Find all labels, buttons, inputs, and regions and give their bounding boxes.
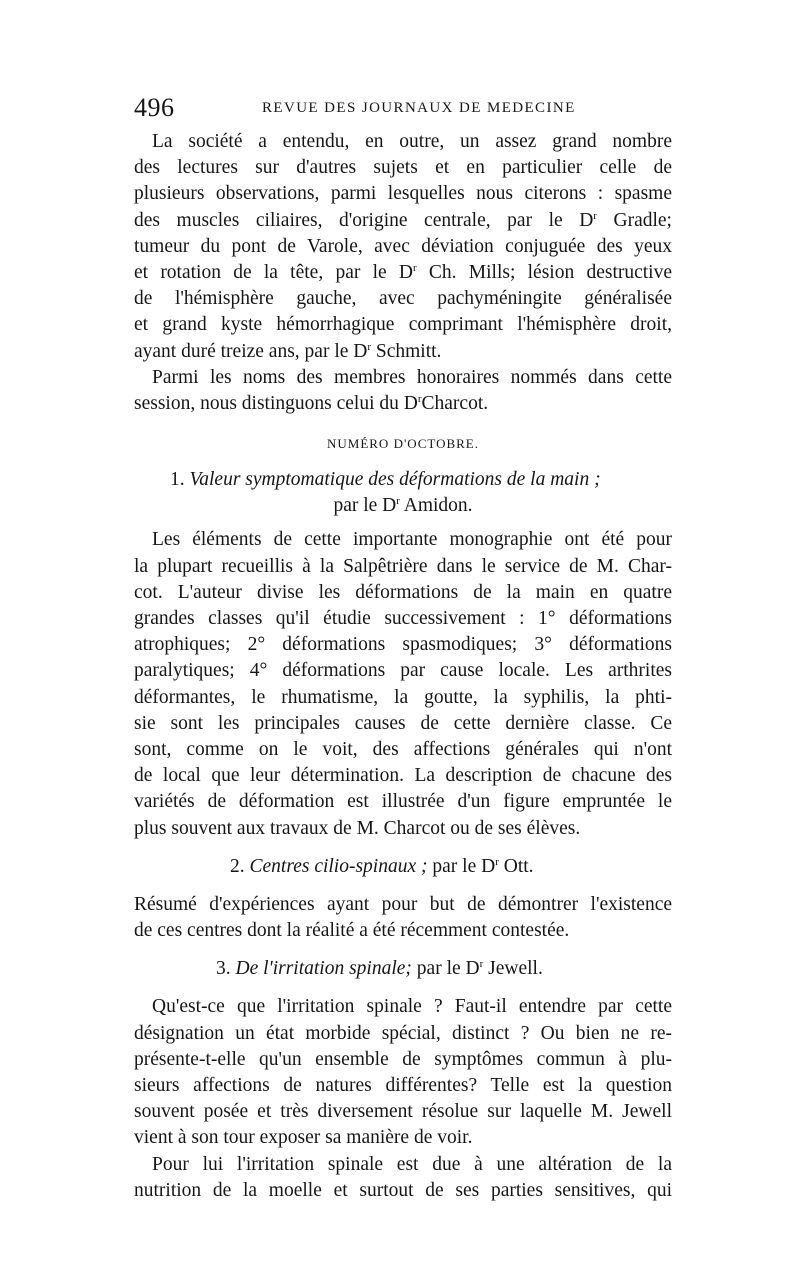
line-text: des muscles ciliaires, d'origine centrale, par le D: [134, 209, 594, 231]
article-number: 3.: [216, 958, 231, 980]
paragraph-line: Pour lui l'irritation spinale est due à une altération de la: [152, 1153, 672, 1175]
author-text: par le D: [333, 495, 397, 517]
article-heading: [134, 854, 672, 880]
article-heading: [134, 467, 672, 493]
paragraph-line: cot. L'auteur divise les déformations de la main en quatre: [134, 581, 672, 603]
superscript: r: [479, 958, 484, 971]
superscript: r: [367, 340, 372, 353]
superscript: r: [413, 261, 417, 274]
article-heading: [134, 956, 672, 982]
superscript: r: [396, 495, 400, 508]
superscript: r: [495, 855, 499, 868]
paragraph-line: grandes classes qu'il étudie successivement : 1° déformations: [134, 608, 672, 629]
paragraph-line: [134, 339, 672, 365]
paragraph-line: plus souvent aux travaux de M. Charcot ou de ses élèves.: [134, 817, 581, 839]
paragraph-line: atrophiques; 2° déformations spasmodiques; 3° déformations: [134, 634, 672, 656]
paragraph-line: sieurs affections de natures différentes? Telle est la question: [134, 1075, 672, 1096]
paragraph-line: Parmi les noms des membres honoraires nommés dans cette: [152, 366, 672, 388]
paragraph-line: Les éléments de cette importante monographie ont été pour: [152, 529, 672, 551]
journal-title: REVUE DES JOURNAUX DE MEDECINE: [262, 100, 576, 116]
paragraph-line: [134, 260, 672, 286]
author-text: Ott.: [498, 855, 534, 877]
line-text: Schmitt.: [371, 340, 442, 362]
paragraph-line: Qu'est-ce que l'irritation spinale ? Faut-il entendre par cette: [152, 996, 672, 1018]
article-number: 2.: [230, 855, 245, 877]
paragraph-line: [134, 391, 672, 417]
superscript: r: [593, 209, 597, 222]
paragraph-line: variétés de déformation est illustrée d'un figure empruntée le: [134, 791, 672, 813]
paragraph-line: Résumé d'expériences ayant pour but de démontrer l'existence: [134, 893, 672, 915]
line-text: ayant duré treize ans, par le D: [134, 340, 368, 362]
article-title: De l'irritation spinale;: [235, 958, 412, 980]
running-head: [134, 93, 682, 123]
paragraph-line: de local que leur détermination. La description de chacune des: [134, 765, 672, 787]
paragraph-line: sont, comme on le voit, des affections générales qui n'ont: [134, 738, 672, 760]
section-heading: NUMÉRO D'OCTOBRE.: [326, 436, 479, 452]
line-text: Charcot.: [421, 392, 489, 414]
author-text: Amidon.: [399, 495, 473, 517]
paragraph-line: de l'hémisphère gauche, avec pachyméningite généralisée: [134, 288, 672, 310]
article-title: Centres cilio-spinaux ;: [249, 855, 428, 877]
paragraph-line: plusieurs observations, parmi lesquelles nous citerons : spasme: [134, 183, 672, 205]
paragraph-line: la plupart recueillis à la Salpêtrière dans le service de M. Char-: [134, 555, 672, 577]
article-author: [134, 493, 672, 519]
paragraph-line: vient à son tour exposer sa manière de voir.: [134, 1127, 473, 1149]
paragraph-line: sie sont les principales causes de cette dernière classe. Ce: [134, 712, 672, 734]
paragraph-line: désignation un état morbide spécial, distinct ? Ou bien ne re-: [134, 1022, 672, 1044]
paragraph-line: et grand kyste hémorrhagique comprimant l'hémisphère droit,: [134, 314, 672, 336]
paragraph-line: déformantes, le rhumatisme, la goutte, la syphilis, la phti-: [134, 686, 672, 708]
line-text: Gradle;: [596, 209, 672, 231]
author-text: par le D: [427, 855, 496, 877]
line-text: et rotation de la tête, par le D: [134, 261, 413, 283]
paragraph-line: [134, 208, 672, 234]
paragraph-line: des lectures sur d'autres sujets et en particulier celle de: [134, 157, 672, 179]
paragraph-line: de ces centres dont la réalité a été récemment contestée.: [134, 920, 570, 942]
article-title: Valeur symptomatique des déformations de la main ;: [189, 469, 601, 491]
body-text: [134, 129, 672, 1204]
author-text: par le D: [411, 958, 480, 980]
author-text: Jewell.: [483, 958, 543, 980]
superscript: r: [417, 392, 422, 405]
line-text: Ch. Mills; lésion destructive: [416, 261, 673, 283]
paragraph-line: nutrition de la moelle et surtout de ses parties sensitives, qui: [134, 1179, 672, 1201]
paragraph-line: La société a entendu, en outre, un assez grand nombre: [152, 131, 672, 152]
paragraph-line: souvent posée et très diversement résolue sur laquelle M. Jewell: [134, 1101, 672, 1123]
article-number: 1.: [170, 469, 185, 491]
paragraph-line: tumeur du pont de Varole, avec déviation conjuguée des yeux: [134, 235, 672, 257]
page-number: 496: [134, 93, 175, 122]
paragraph-line: présente-t-elle qu'un ensemble de symptômes commun à plu-: [134, 1048, 672, 1070]
line-text: session, nous distinguons celui du D: [134, 392, 418, 414]
paragraph-line: paralytiques; 4° déformations par cause locale. Les arthrites: [134, 660, 672, 682]
